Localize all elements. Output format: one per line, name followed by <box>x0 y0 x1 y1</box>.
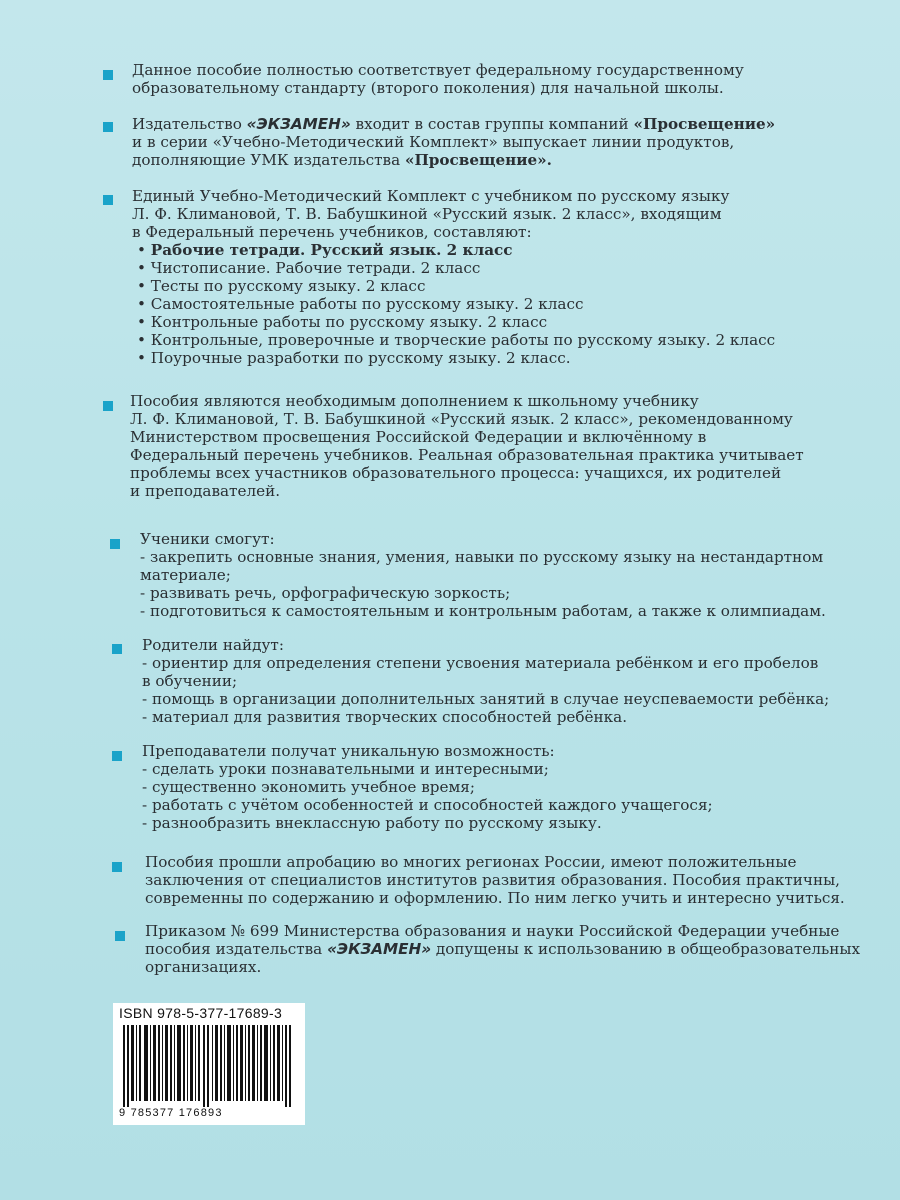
section-bullet-4 <box>103 401 113 411</box>
text-line: Л. Ф. Климановой, Т. В. Бабушкиной «Русский язык. 2 класс», входящим <box>132 205 722 223</box>
text-line: Ученики смогут: <box>140 530 275 548</box>
list-item: • Контрольные, проверочные и творческие работы по русскому языку. 2 класс <box>137 331 775 349</box>
text-line: пособия издательства «ЭКЗАМЕН» допущены к использованию в общеобразовательных <box>145 940 861 958</box>
text-line: - разнообразить внеклассную работу по русскому языку. <box>142 814 602 832</box>
section-bullet-8 <box>112 862 122 872</box>
text-line: - закрепить основные знания, умения, навыки по русскому языку на нестандартном <box>140 548 824 566</box>
list-item: • Рабочие тетради. Русский язык. 2 класс <box>137 241 775 259</box>
text-line: Л. Ф. Климановой, Т. В. Бабушкиной «Русский язык. 2 класс», рекомендованному <box>130 410 793 428</box>
text-line: - помощь в организации дополнительных занятий в случае неуспеваемости ребёнка; <box>142 690 830 708</box>
list-item: • Контрольные работы по русскому языку. 2 класс <box>137 313 775 331</box>
list-item: • Чистописание. Рабочие тетради. 2 класс <box>137 259 775 277</box>
text-line: Приказом № 699 Министерства образования и науки Российской Федерации учебные <box>145 922 840 940</box>
section-bullet-7 <box>112 751 122 761</box>
section-bullet-9 <box>115 931 125 941</box>
text-line: проблемы всех участников образовательного процесса: учащихся, их родителей <box>130 464 782 482</box>
barcode-icon <box>123 1025 295 1107</box>
text-line: организациях. <box>145 958 262 976</box>
section-bullet-5 <box>110 539 120 549</box>
section-5-text <box>140 530 826 620</box>
barcode-digits: 9 785377 176893 <box>119 1107 223 1119</box>
section-1-text <box>132 61 744 97</box>
text-line: - работать с учётом особенностей и способностей каждого учащегося; <box>142 796 713 814</box>
text-line: заключения от специалистов институтов развития образования. Пособия практичны, <box>145 871 841 889</box>
text-line: Министерством просвещения Российской Федерации и включённому в <box>130 428 707 446</box>
text-line: - материал для развития творческих способностей ребёнка. <box>142 708 628 726</box>
text-line: Родители найдут: <box>142 636 284 654</box>
section-8-text <box>145 853 845 907</box>
text-line: Единый Учебно-Методический Комплект с учебником по русскому языку <box>132 187 730 205</box>
section-bullet-2 <box>103 122 113 132</box>
text-line: и преподавателей. <box>130 482 281 500</box>
section-9-text <box>145 922 860 976</box>
text-line: - развивать речь, орфографическую зоркость; <box>140 584 511 602</box>
text-line: Преподаватели получат уникальную возможность: <box>142 742 555 760</box>
text-line: - подготовиться к самостоятельным и контрольным работам, а также к олимпиадам. <box>140 602 826 620</box>
section-3-text <box>132 187 729 241</box>
section-6-text <box>142 636 829 726</box>
text-line: - сделать уроки познавательными и интересными; <box>142 760 549 778</box>
list-item: • Самостоятельные работы по русскому языку. 2 класс <box>137 295 775 313</box>
text-line: современны по содержанию и оформлению. По ним легко учить и интересно учиться. <box>145 889 845 907</box>
text-line: Данное пособие полностью соответствует федеральному государственному <box>132 61 744 79</box>
isbn-barcode-block <box>113 1003 305 1125</box>
text-line: материале; <box>140 566 231 584</box>
section-2-text <box>132 115 775 169</box>
section-bullet-1 <box>103 70 113 80</box>
text-line: образовательному стандарту (второго поколения) для начальной школы. <box>132 79 724 97</box>
text-line: - существенно экономить учебное время; <box>142 778 475 796</box>
text-line: Федеральный перечень учебников. Реальная образовательная практика учитывает <box>130 446 804 464</box>
text-line: - ориентир для определения степени усвоения материала ребёнком и его пробелов <box>142 654 819 672</box>
isbn-label: ISBN 978-5-377-17689-3 <box>119 1005 283 1021</box>
text-line: дополняющие УМК издательства «Просвещение». <box>132 151 552 169</box>
section-7-text <box>142 742 713 832</box>
text-line: в обучении; <box>142 672 238 690</box>
text-line: в Федеральный перечень учебников, составляют: <box>132 223 532 241</box>
section-4-text <box>130 392 804 500</box>
section-bullet-3 <box>103 195 113 205</box>
list-item: • Тесты по русскому языку. 2 класс <box>137 277 775 295</box>
list-item: • Поурочные разработки по русскому языку. 2 класс. <box>137 349 775 367</box>
text-line: Издательство «ЭКЗАМЕН» входит в состав группы компаний «Просвещение» <box>132 115 776 133</box>
section-bullet-6 <box>112 644 122 654</box>
text-line: Пособия являются необходимым дополнением к школьному учебнику <box>130 392 699 410</box>
text-line: Пособия прошли апробацию во многих регионах России, имеют положительные <box>145 853 797 871</box>
text-line: и в серии «Учебно-Методический Комплект» выпускает линии продуктов, <box>132 133 735 151</box>
umk-list <box>137 241 775 367</box>
